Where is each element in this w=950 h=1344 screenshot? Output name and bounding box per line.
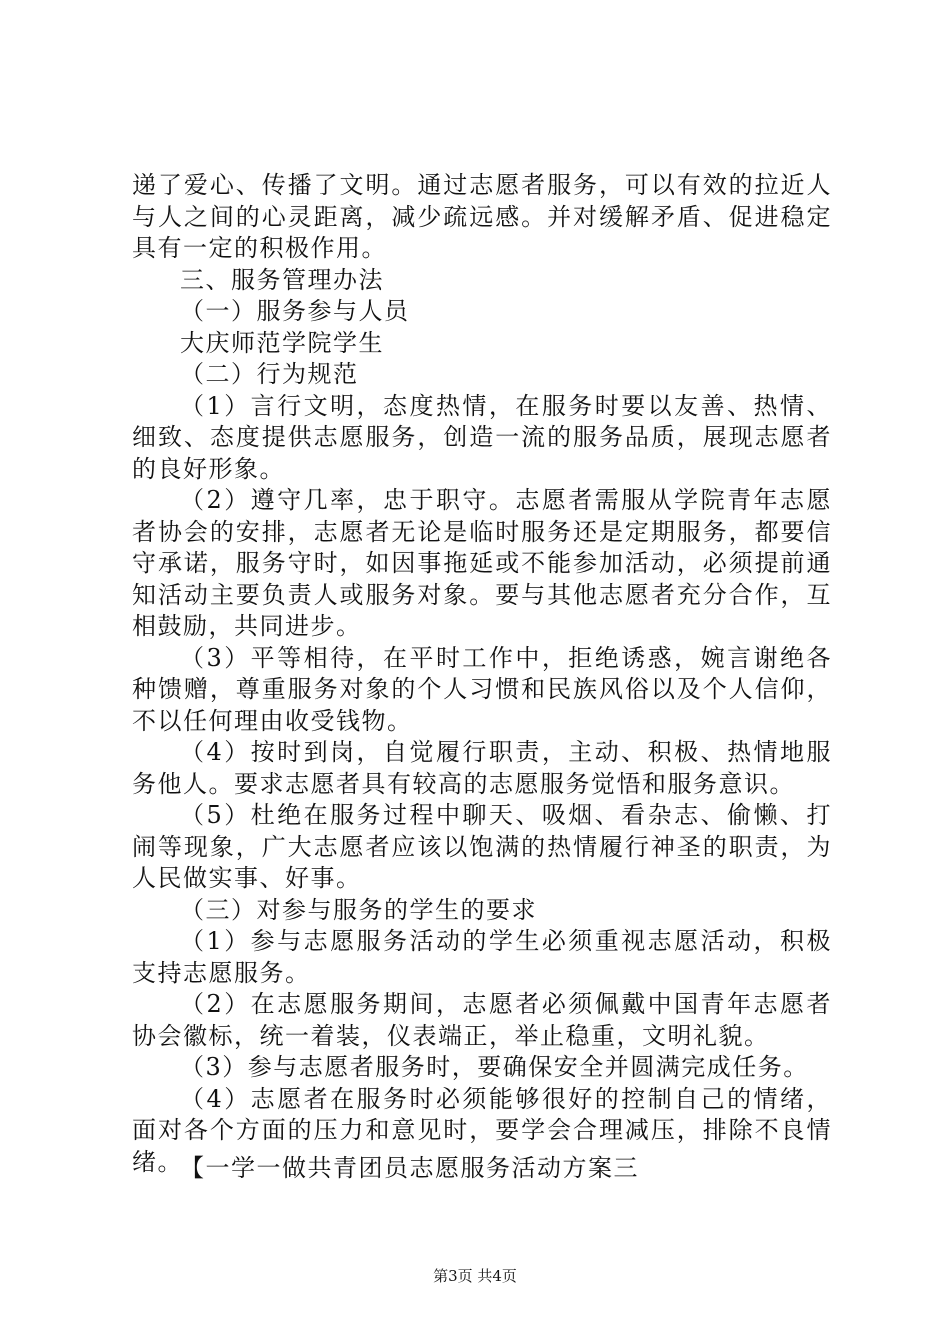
list-item-conduct-1: （1）言行文明，态度热情，在服务时要以友善、热情、细致、态度提供志愿服务，创造一流的服务品质，展现志愿者的良好形象。 (132, 391, 832, 483)
paragraph-participants: 大庆师范学院学生 (180, 328, 384, 357)
list-item-requirement-3: （3）参与志愿者服务时，要确保安全并圆满完成任务。 (180, 1053, 809, 1081)
subsection-heading-requirements: （三）对参与服务的学生的要求 (180, 895, 537, 924)
list-item-requirement-2: （2）在志愿服务期间，志愿者必须佩戴中国青年志愿者协会徽标，统一着装，仪表端正，举止稳重，文明礼貌。 (132, 990, 832, 1050)
closing-heading: 【一学一做共青团员志愿服务活动方案三 (180, 1154, 639, 1182)
list-item-conduct-5: （5）杜绝在服务过程中聊天、吸烟、看杂志、偷懒、打闹等现象，广大志愿者应该以饱满的热情履行神圣的职责，为人民做实事、好事。 (132, 801, 832, 892)
section-heading-management: 三、服务管理办法 (180, 265, 384, 294)
list-item-conduct-2: （2）遵守几率，忠于职守。志愿者需服从学院青年志愿者协会的安排，志愿者无论是临时服务还是定期服务，都要信守承诺，服务守时，如因事拖延或不能参加活动，必须提前通知活动主要负责人或服务对象。要与其他志愿者充分合作，互相鼓励，共同进步。 (132, 486, 832, 640)
paragraph-intro-continuation: 递了爱心、传播了文明。通过志愿者服务，可以有效的拉近人与人之间的心灵距离，减少疏远感。并对缓解矛盾、促进稳定具有一定的积极作用。 (132, 171, 832, 262)
list-item-conduct-3: （3）平等相待，在平时工作中，拒绝诱惑，婉言谢绝各种馈赠，尊重服务对象的个人习惯和民族风俗以及个人信仰，不以任何理由收受钱物。 (132, 643, 832, 735)
subsection-heading-conduct: （二）行为规范 (180, 360, 359, 388)
list-item-requirement-4: （4）志愿者在服务时必须能够很好的控制自己的情绪，面对各个方面的压力和意见时，要学会合理减压，排除不良情绪。 (132, 1084, 832, 1176)
document-body (132, 170, 832, 1178)
list-item-requirement-1: （1）参与志愿服务活动的学生必须重视志愿活动，积极支持志愿服务。 (132, 927, 832, 987)
list-item-conduct-4: （4）按时到岗，自觉履行职责，主动、积极、热情地服务他人。要求志愿者具有较高的志愿服务觉悟和服务意识。 (132, 738, 832, 798)
subsection-heading-participants: （一）服务参与人员 (180, 297, 410, 325)
page-footer: 第3页 共4页 (433, 1267, 517, 1285)
